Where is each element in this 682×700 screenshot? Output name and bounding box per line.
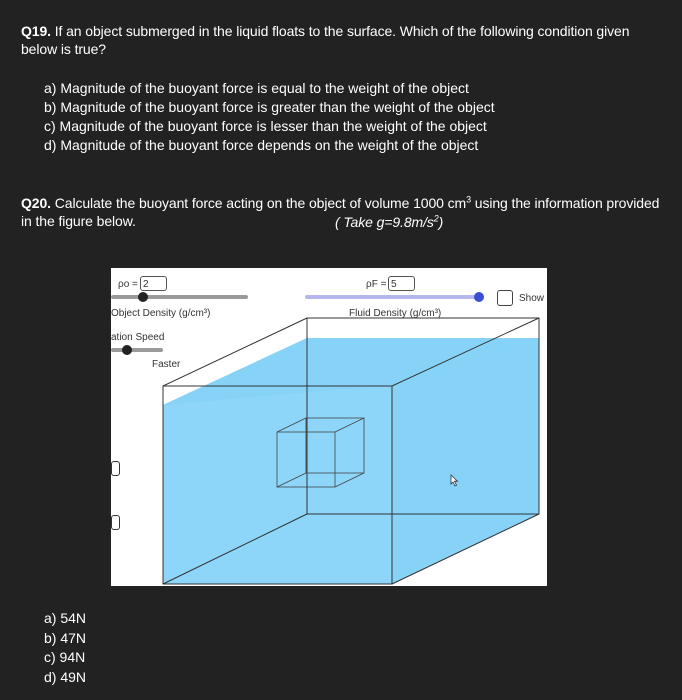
- fluid-density-slider[interactable]: [305, 295, 479, 299]
- option-c: c) Magnitude of the buoyant force is lesser than the weight of the object: [44, 118, 487, 134]
- animation-speed-slider-knob[interactable]: [122, 345, 132, 355]
- answer-c: c) 94N: [44, 649, 86, 665]
- answer-b: b) 47N: [44, 629, 87, 646]
- gravity-note: ( Take $g=9.8m/s^2$): [335, 213, 444, 230]
- question-20-options: [44, 609, 86, 687]
- object-density-caption: Object Density (g/cm³): [111, 308, 211, 319]
- question-19-text: If an object submerged in the liquid floats to the surface. Which of the following condition given below is true?: [21, 23, 630, 57]
- option-d: d) Magnitude of the buoyant force depends on the weight of the object: [44, 137, 479, 153]
- animation-speed-slider[interactable]: [111, 348, 163, 352]
- fluid-density-symbol: ρF =: [366, 279, 387, 290]
- object-density-input[interactable]: 2: [140, 276, 167, 291]
- cropped-input-box[interactable]: [111, 461, 120, 476]
- option-b: b) Magnitude of the buoyant force is greater than the weight of the object: [44, 99, 495, 115]
- option-a: a) Magnitude of the buoyant force is equal to the weight of the object: [44, 80, 469, 96]
- water-front: [163, 385, 392, 584]
- question-20-text: Calculate the buoyant force acting on the object of volume 1000 $cm^3$ using the information provided in the figure below.: [21, 194, 660, 229]
- fluid-density-input[interactable]: 5: [388, 276, 415, 291]
- question-20-number: Q20.: [21, 195, 51, 211]
- answer-a: a) 54N: [44, 610, 87, 626]
- cropped-input-box[interactable]: [111, 515, 120, 530]
- buoyancy-simulation: [111, 268, 547, 586]
- object-density-symbol: ρo =: [118, 279, 138, 290]
- fluid-density-slider-knob[interactable]: [474, 292, 484, 302]
- show-checkbox[interactable]: [497, 290, 513, 306]
- answer-d: d) 49N: [44, 668, 87, 685]
- animation-speed-label: ation Speed: [111, 332, 165, 343]
- faster-label: Faster: [152, 359, 181, 370]
- question-20: [21, 194, 661, 230]
- question-19-number: Q19.: [21, 23, 51, 39]
- question-19: [21, 22, 661, 58]
- object-density-slider[interactable]: [111, 295, 248, 299]
- object-density-slider-knob[interactable]: [138, 292, 148, 302]
- question-19-options: [44, 79, 495, 155]
- show-label: Show: [519, 293, 545, 304]
- fluid-density-caption: Fluid Density (g/cm³): [349, 308, 442, 319]
